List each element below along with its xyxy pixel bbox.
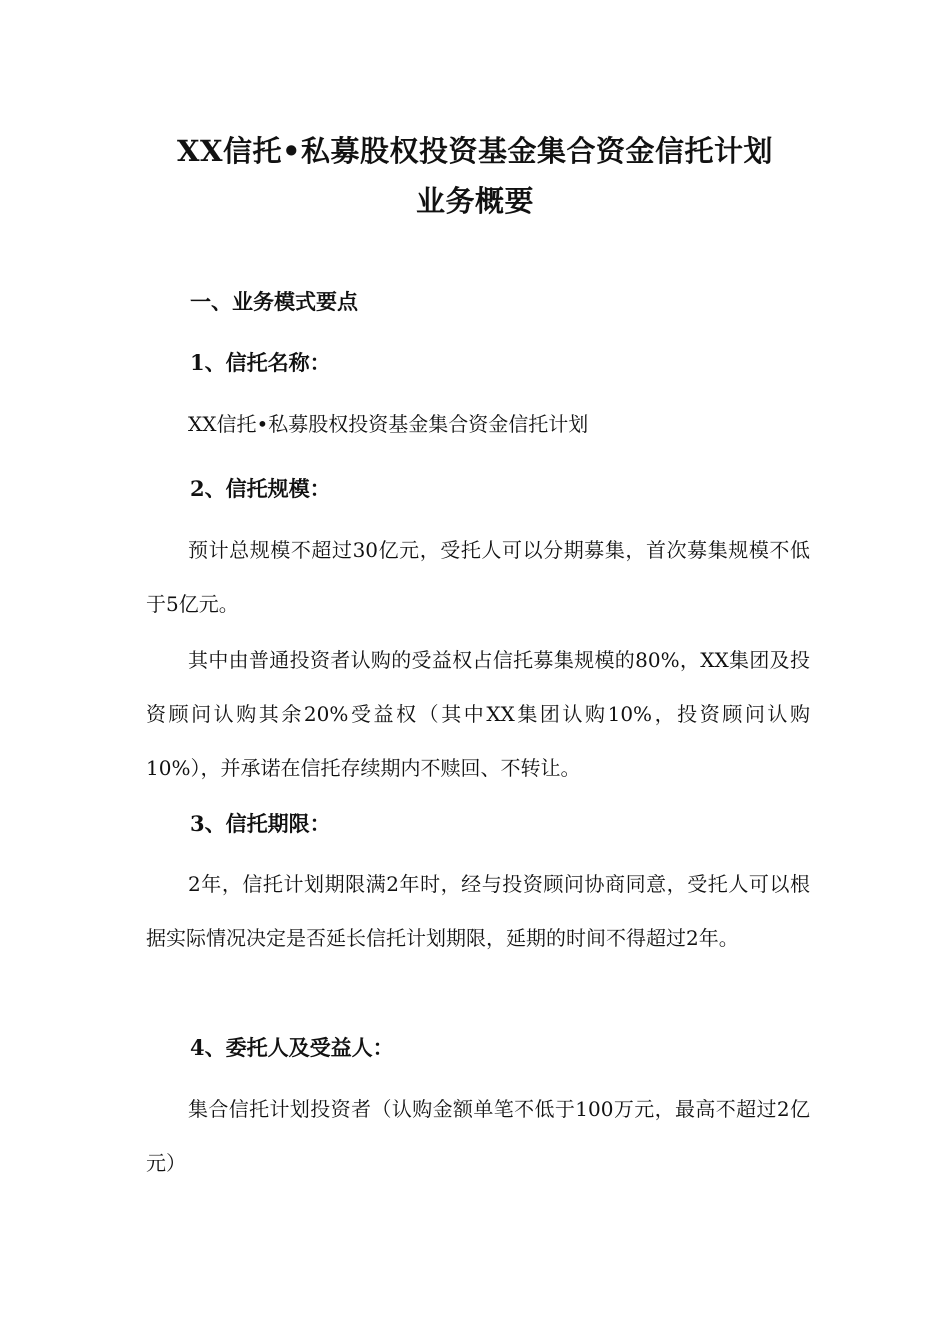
paragraph-trust-scale-2: 其中由普通投资者认购的受益权占信托募集规模的80%，XX集团及投资顾问认购其余20%受益权（其中XX集团认购10%，投资顾问认购10%），并承诺在信托存续期内不赎回、不转让。 (146, 648, 810, 780)
item-heading-trust-term: 3、信托期限： (190, 811, 331, 836)
paragraph-trust-term: 2年，信托计划期限满2年时，经与投资顾问协商同意，受托人可以根据实际情况决定是否延长信托计划期限，延期的时间不得超过2年。 (146, 872, 810, 950)
item-heading-settlor-beneficiary: 4、委托人及受益人： (190, 1035, 394, 1060)
document-title-line1: XX信托•私募股权投资基金集合资金信托计划 (176, 134, 774, 168)
document-title-line2: 业务概要 (415, 184, 534, 218)
section-heading-business-model: 一、业务模式要点 (190, 289, 358, 314)
item-heading-trust-name: 1、信托名称： (190, 350, 331, 375)
item-heading-trust-scale: 2、信托规模： (190, 476, 331, 501)
paragraph-trust-name: XX信托•私募股权投资基金集合资金信托计划 (188, 412, 589, 436)
paragraph-settlor-beneficiary: 集合信托计划投资者（认购金额单笔不低于100万元，最高不超过2亿元） (146, 1097, 810, 1175)
paragraph-trust-scale-1: 预计总规模不超过30亿元，受托人可以分期募集，首次募集规模不低于5亿元。 (146, 538, 810, 616)
